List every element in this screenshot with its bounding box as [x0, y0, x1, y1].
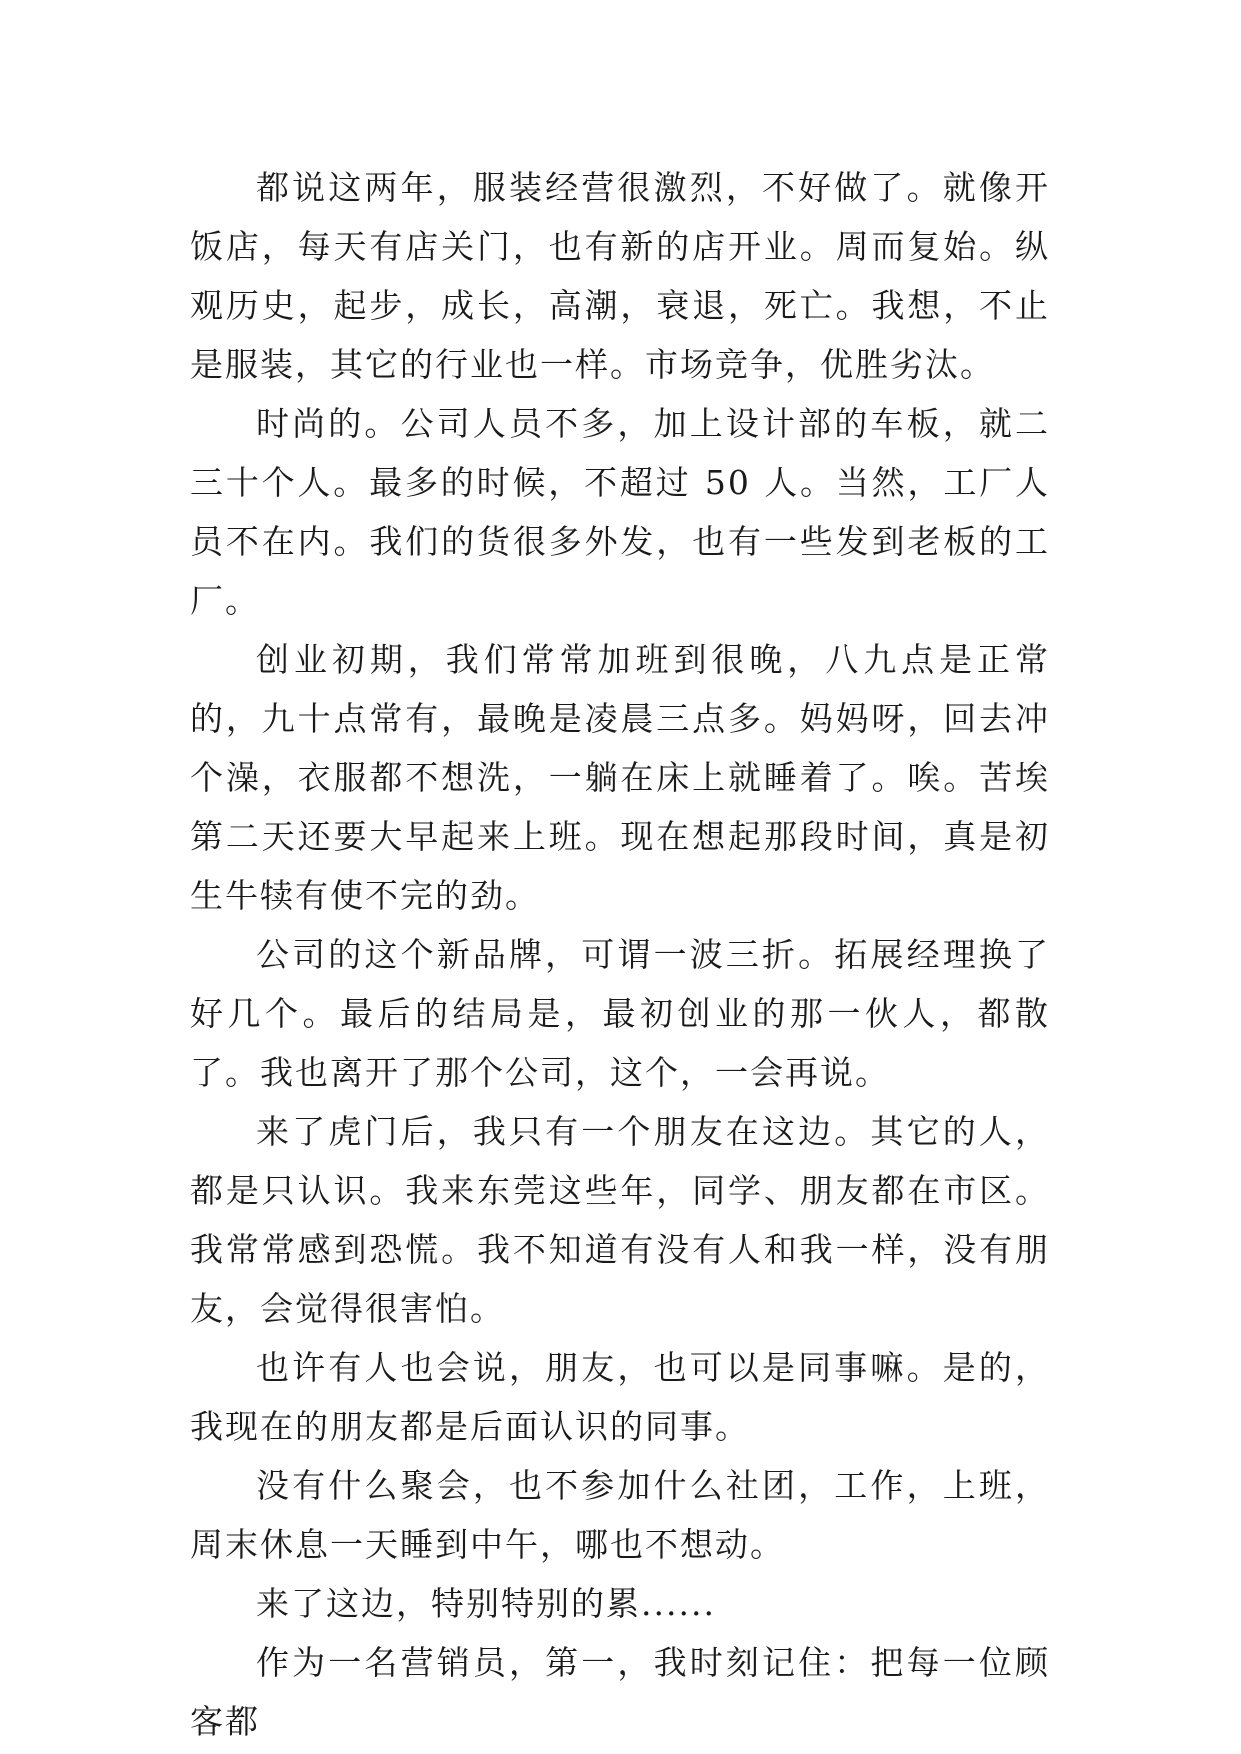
paragraph: 也许有人也会说，朋友，也可以是同事嘛。是的，我现在的朋友都是后面认识的同事。	[190, 1348, 1050, 1446]
paragraph: 都说这两年，服装经营很激烈，不好做了。就像开饭店，每天有店关门，也有新的店开业。周而复始。纵观历史，起步，成长，高潮，衰退，死亡。我想，不止是服装，其它的行业也一样。市场竞争，优胜劣汰。	[190, 168, 1050, 384]
document-body	[190, 158, 1050, 1751]
paragraph: 时尚的。公司人员不多，加上设计部的车板，就二三十个人。最多的时候，不超过 50 人。当然，工厂人员不在内。我们的货很多外发，也有一些发到老板的工厂。	[190, 404, 1050, 620]
paragraph: 来了虎门后，我只有一个朋友在这边。其它的人，都是只认识。我来东莞这些年，同学、朋友都在市区。我常常感到恐慌。我不知道有没有人和我一样，没有朋友，会觉得很害怕。	[190, 1112, 1050, 1328]
paragraph: 来了这边，特别特别的累......	[256, 1584, 716, 1623]
paragraph: 创业初期，我们常常加班到很晚，八九点是正常的，九十点常有，最晚是凌晨三点多。妈妈呀，回去冲个澡，衣服都不想洗，一躺在床上就睡着了。唉。苦埃第二天还要大早起来上班。现在想起那段时间，真是初生牛犊有使不完的劲。	[190, 640, 1050, 915]
paragraph: 公司的这个新品牌，可谓一波三折。拓展经理换了好几个。最后的结局是，最初创业的那一伙人，都散了。我也离开了那个公司，这个，一会再说。	[190, 935, 1050, 1092]
paragraph: 作为一名营销员，第一，我时刻记住：把每一位顾客都	[190, 1643, 1050, 1741]
paragraph: 没有什么聚会，也不参加什么社团，工作，上班，周末休息一天睡到中午，哪也不想动。	[190, 1466, 1050, 1564]
